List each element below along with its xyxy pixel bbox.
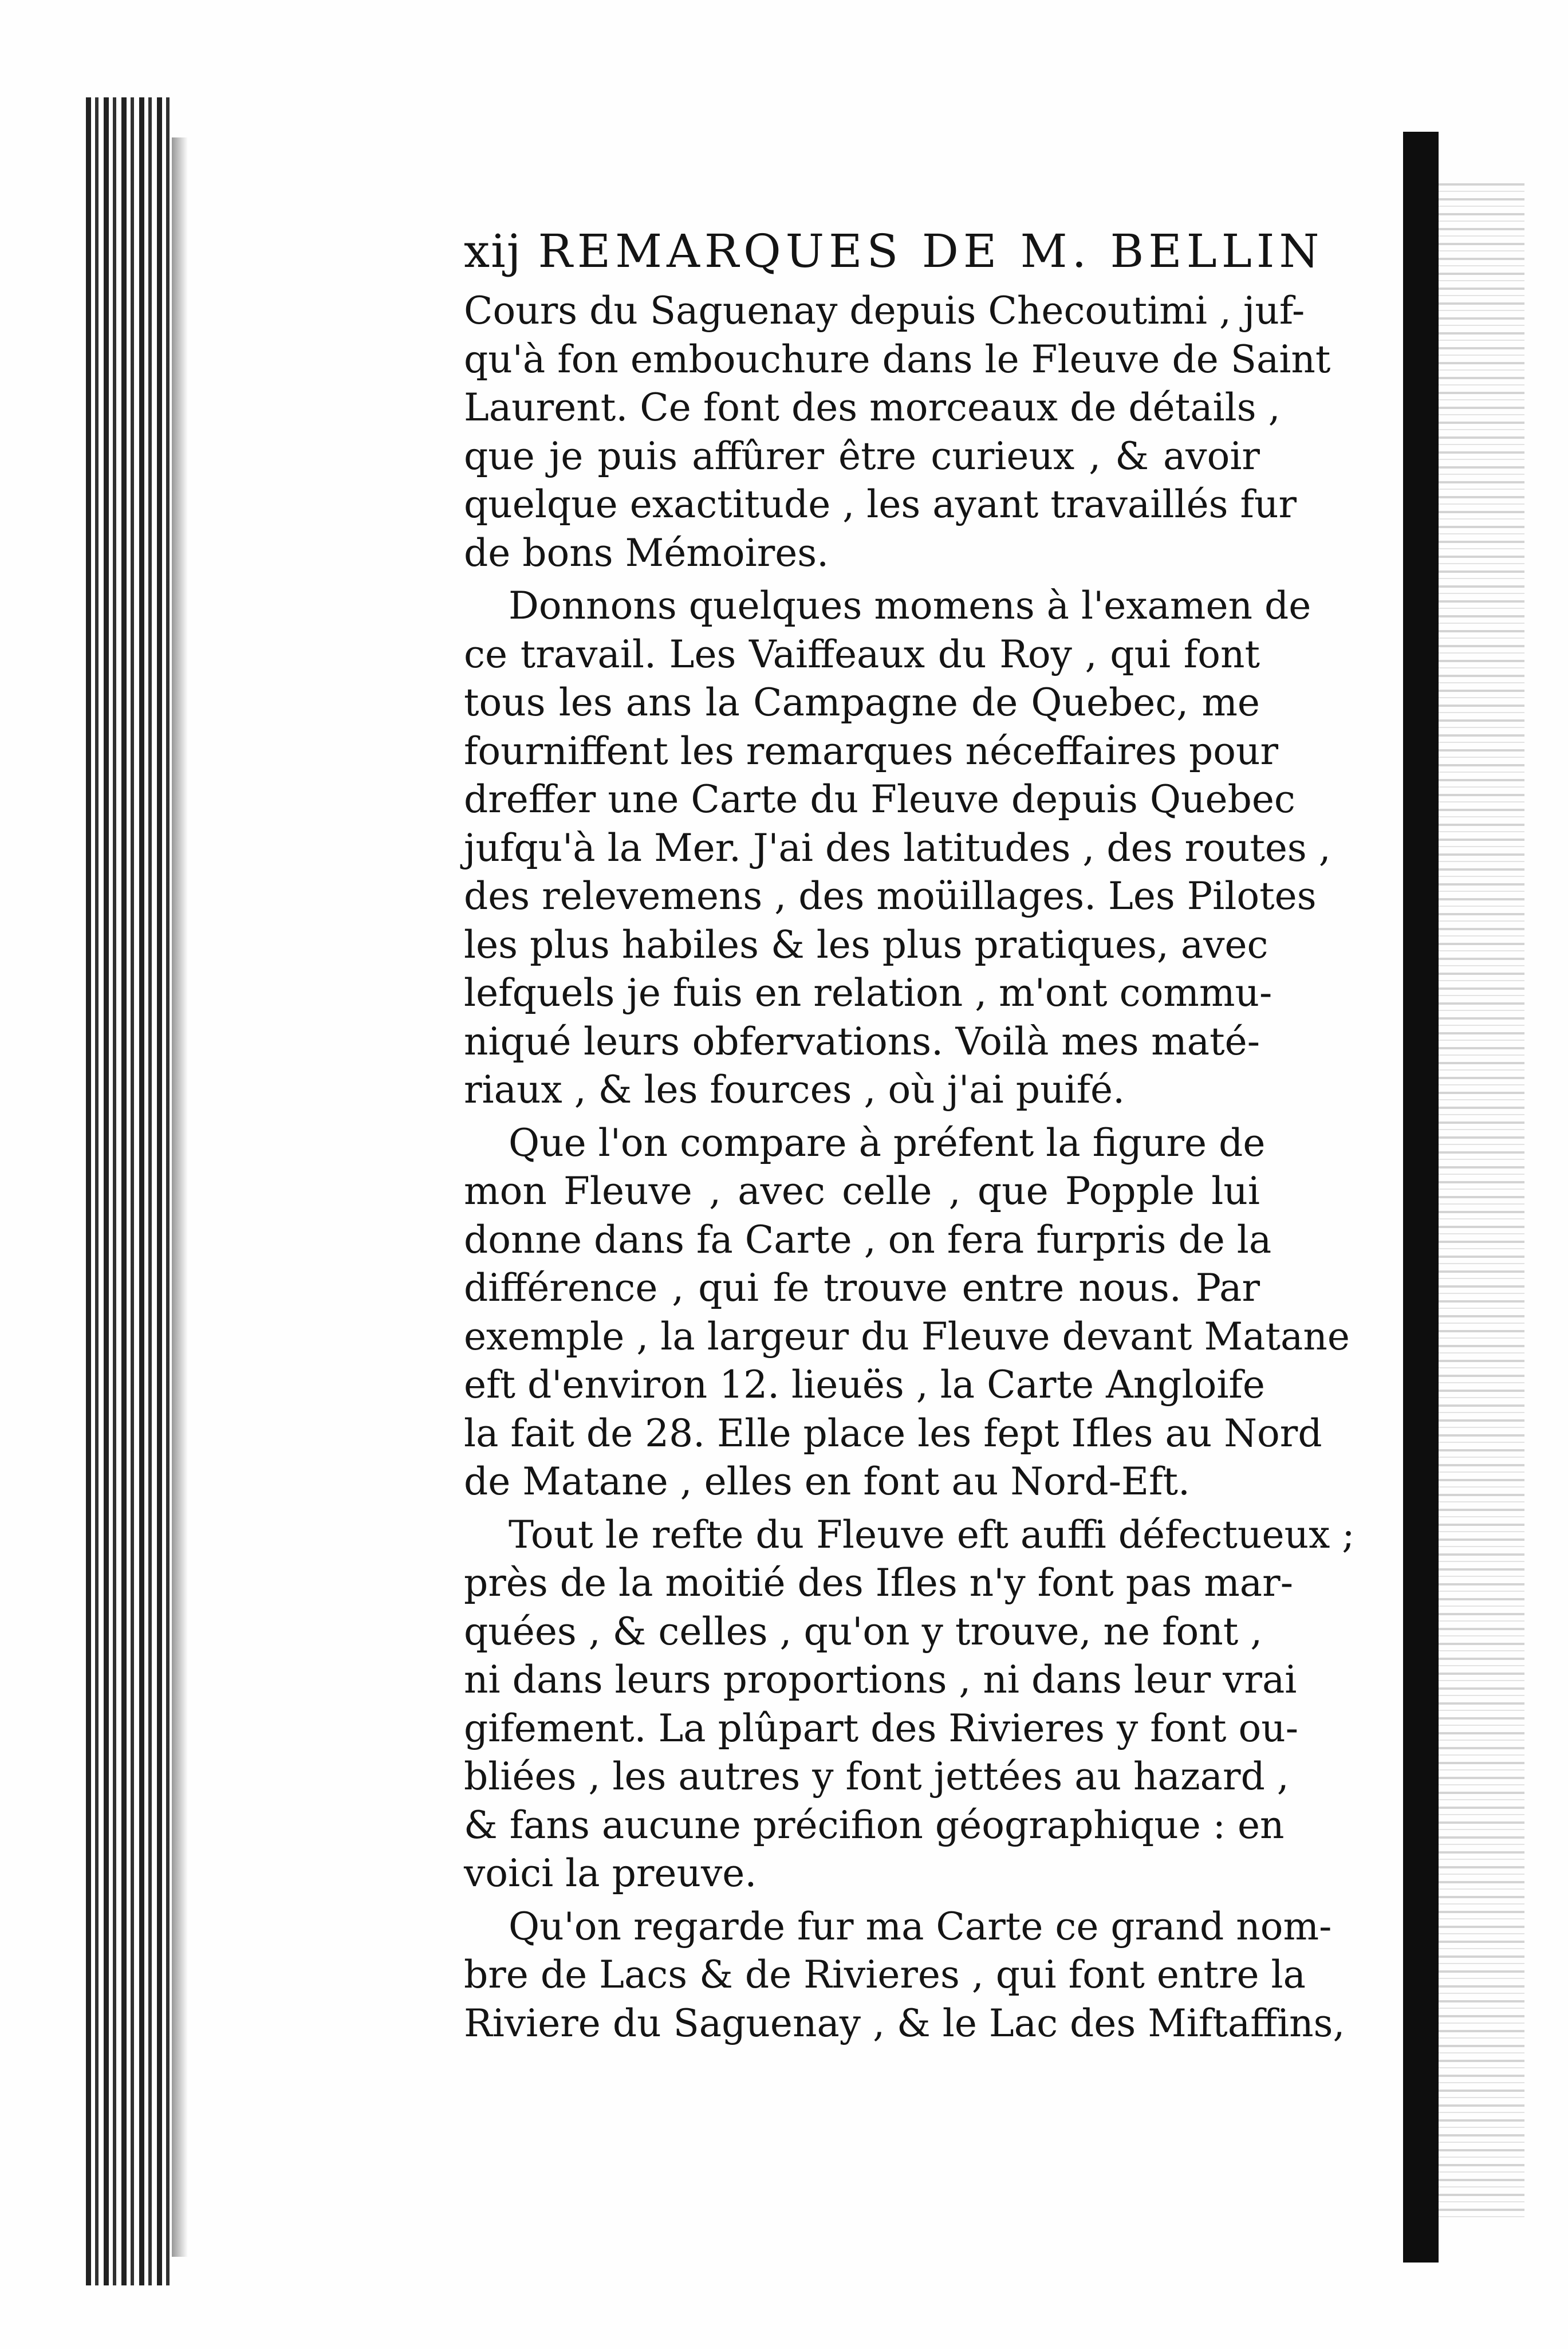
text-line: Donnons quelques momens à l'examen de: [509, 584, 1311, 628]
text-line: ni dans leurs proportions , ni dans leur vrai: [464, 1658, 1297, 1702]
text-line: riaux , & les fources , où j'ai puifé.: [464, 1068, 1125, 1112]
text-line: tous les ans la Campagne de Quebec, me: [464, 680, 1260, 725]
text-line: Cours du Saguenay depuis Checoutimi , juf-: [464, 289, 1305, 333]
text-line: quelque exactitude , les ayant travaillés fur: [464, 482, 1297, 526]
running-head: REMARQUES DE M. BELLIN: [538, 225, 1324, 278]
body-text: [464, 287, 1355, 2048]
text-line: de bons Mémoires.: [464, 530, 829, 575]
text-line: Laurent. Ce font des morceaux de détails ,: [464, 385, 1281, 430]
text-line: différence , qui fe trouve entre nous. Par: [464, 1266, 1260, 1310]
text-line: jufqu'à la Mer. J'ai des latitudes , des routes ,: [464, 825, 1331, 870]
text-line: lefquels je fuis en relation , m'ont commu-: [464, 971, 1272, 1015]
text-line: Qu'on regarde fur ma Carte ce grand nom-: [509, 1904, 1332, 1949]
scan-edge-right: [1403, 132, 1439, 2263]
binding-shadow: [172, 137, 188, 2257]
text-line: qu'à fon embouchure dans le Fleuve de Saint: [464, 337, 1331, 381]
text-line: fourniffent les remarques néceffaires pour: [464, 729, 1278, 773]
text-line: voici la preuve.: [464, 1851, 757, 1895]
text-line: Tout le refte du Fleuve eft auffi défectueux ;: [509, 1512, 1355, 1557]
text-line: bre de Lacs & de Rivieres , qui font entre la: [464, 1953, 1306, 1997]
binding-edge-left: [86, 97, 172, 2285]
text-line: exemple , la largeur du Fleuve devant Matane: [464, 1314, 1350, 1359]
text-line: Que l'on compare à préfent la figure de: [509, 1120, 1266, 1165]
text-line: près de la moitié des Ifles n'y font pas mar-: [464, 1561, 1294, 1605]
text-line: la fait de 28. Elle place les fept Ifles au Nord: [464, 1411, 1322, 1455]
text-line: que je puis affûrer être curieux , & avoir: [464, 434, 1260, 478]
text-line: ce travail. Les Vaiffeaux du Roy , qui font: [464, 632, 1260, 676]
text-line: donne dans fa Carte , on fera furpris de la: [464, 1217, 1272, 1262]
text-line: quées , & celles , qu'on y trouve, ne font ,: [464, 1609, 1263, 1654]
text-line: eft d'environ 12. lieuës , la Carte Angloife: [464, 1363, 1265, 1407]
scan-noise-right: [1439, 183, 1524, 2222]
text-line: & fans aucune précifion géographique : en: [464, 1803, 1285, 1847]
text-line: bliées , les autres y font jettées au hazard ,: [464, 1754, 1289, 1799]
text-line: des relevemens , des moüillages. Les Pilotes: [464, 874, 1317, 918]
page-text: [464, 221, 1355, 2048]
text-line: Riviere du Saguenay , & le Lac des Miftaffins,: [464, 2001, 1345, 2045]
page-header: [464, 221, 1324, 282]
text-line: de Matane , elles en font au Nord-Eft.: [464, 1459, 1191, 1504]
text-line: niqué leurs obfervations. Voilà mes maté-: [464, 1019, 1260, 1064]
text-line: mon Fleuve , avec celle , que Popple lui: [464, 1169, 1260, 1213]
text-line: dreffer une Carte du Fleuve depuis Quebec: [464, 777, 1295, 821]
text-line: les plus habiles & les plus pratiques, avec: [464, 922, 1268, 967]
text-line: gifement. La plûpart des Rivieres y font ou-: [464, 1706, 1298, 1750]
page-number: xij: [464, 225, 522, 278]
